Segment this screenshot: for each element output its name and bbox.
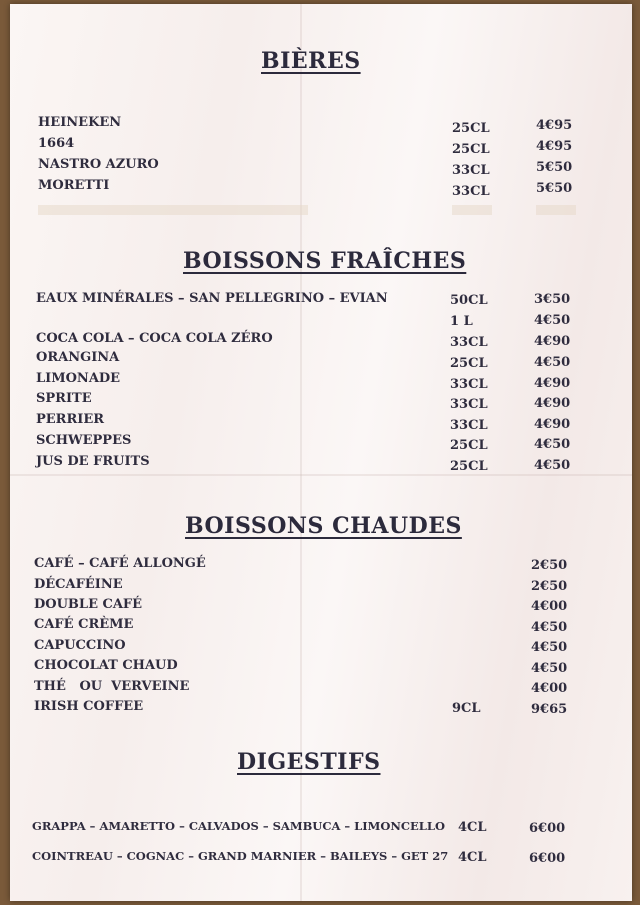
section-title-chaudes: BOISSONS CHAUDES (185, 513, 462, 539)
menu-item-name: IRISH COFFEE (34, 699, 144, 714)
menu-item-volume: 33CL (452, 184, 490, 199)
menu-item-name: THÉ OU VERVEINE (34, 679, 190, 694)
menu-item-name: ORANGINA (36, 350, 120, 365)
menu-item-volume: 50CL (450, 293, 488, 308)
menu-item-name: SPRITE (36, 391, 92, 406)
menu-item-volume: 33CL (452, 163, 490, 178)
menu-item-price: 5€50 (536, 160, 573, 175)
menu-item-name: COINTREAU – COGNAC – GRAND MARNIER – BAILEYS – GET 27 (32, 849, 449, 863)
menu-item-volume: 4CL (458, 850, 487, 865)
menu-item-name: HEINEKEN (38, 115, 122, 130)
menu-item-price: 4€95 (536, 118, 573, 133)
menu-item-volume: 25CL (450, 438, 488, 453)
menu-item-name: GRAPPA – AMARETTO – CALVADOS – SAMBUCA – LIMONCELLO (32, 819, 445, 833)
section-title-fraiches: BOISSONS FRAÎCHES (183, 248, 467, 274)
menu-item-price: 4€90 (534, 417, 571, 432)
menu-item-name: CAPUCCINO (34, 638, 126, 653)
menu-item-name: SCHWEPPES (36, 433, 132, 448)
menu-item-price: 2€50 (531, 558, 568, 573)
menu-item-price: 4€95 (536, 139, 573, 154)
menu-item-price: 2€50 (531, 579, 568, 594)
menu-item-price: 6€00 (529, 821, 566, 836)
menu-item-volume: 33CL (450, 335, 488, 350)
menu-item-volume: 25CL (452, 121, 490, 136)
menu-item-price: 9€65 (531, 702, 568, 717)
menu-item-volume: 33CL (450, 418, 488, 433)
menu-item-price: 3€50 (534, 292, 571, 307)
menu-item-price: 6€00 (529, 851, 566, 866)
menu-item-price: 4€90 (534, 334, 571, 349)
menu-item-price: 4€50 (531, 661, 568, 676)
erased-row (536, 205, 576, 215)
menu-item-name: 1664 (38, 136, 75, 151)
menu-item-name: CAFÉ CRÈME (34, 617, 134, 632)
menu-item-price: 4€50 (531, 620, 568, 635)
menu-item-name: CAFÉ – CAFÉ ALLONGÉ (34, 556, 206, 571)
menu-item-name: EAUX MINÉRALES – SAN PELLEGRINO – EVIAN (36, 291, 388, 306)
paper-crease (10, 474, 632, 476)
menu-item-name: NASTRO AZURO (38, 157, 159, 172)
menu-item-name: JUS DE FRUITS (36, 454, 150, 469)
menu-item-price: 4€50 (534, 437, 571, 452)
menu-item-volume: 33CL (450, 377, 488, 392)
menu-item-price: 5€50 (536, 181, 573, 196)
menu-item-price: 4€50 (531, 640, 568, 655)
section-title-digestifs: DIGESTIFS (237, 749, 381, 775)
menu-item-price: 4€50 (534, 458, 571, 473)
menu-item-volume: 25CL (450, 356, 488, 371)
menu-item-price: 4€50 (534, 313, 571, 328)
section-title-bieres: BIÈRES (261, 48, 361, 74)
menu-item-name: PERRIER (36, 412, 105, 427)
menu-item-name: COCA COLA – COCA COLA ZÉRO (36, 331, 273, 346)
menu-item-name: DÉCAFÉINE (34, 577, 123, 592)
menu-item-name: CHOCOLAT CHAUD (34, 658, 178, 673)
menu-item-volume: 1 L (450, 314, 473, 329)
menu-item-name: LIMONADE (36, 371, 121, 386)
menu-item-name: DOUBLE CAFÉ (34, 597, 143, 612)
erased-row (38, 205, 308, 215)
menu-item-volume: 25CL (450, 459, 488, 474)
menu-item-price: 4€50 (534, 355, 571, 370)
menu-item-name: MORETTI (38, 178, 110, 193)
menu-item-volume: 4CL (458, 820, 487, 835)
menu-item-price: 4€00 (531, 599, 568, 614)
erased-row (452, 205, 492, 215)
menu-item-volume: 33CL (450, 397, 488, 412)
menu-item-price: 4€00 (531, 681, 568, 696)
menu-item-volume: 9CL (452, 701, 481, 716)
menu-item-volume: 25CL (452, 142, 490, 157)
menu-item-price: 4€90 (534, 396, 571, 411)
menu-item-price: 4€90 (534, 376, 571, 391)
